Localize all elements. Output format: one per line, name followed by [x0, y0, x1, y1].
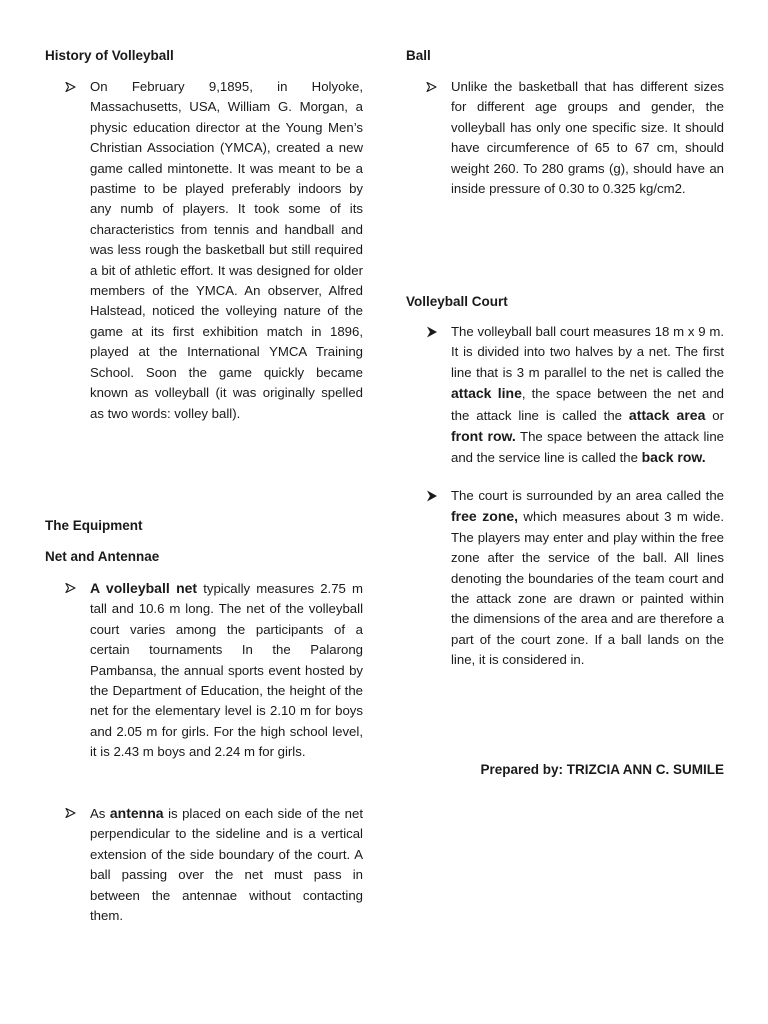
antenna-bullet — [65, 803, 363, 926]
history-paragraph: On February 9,1895, in Holyoke, Massachusetts, USA, William G. Morgan, a physic education director at the Young Men’s Christian Association (YMCA), created a new game called mintonette. It was meant to be a pastime to be played preferably indoors by any numb of players. It took some of its characteristics from tennis and handball and was less rough the basketball but still required a bit of athletic effort. It was designed for older members of the YMCA. An observer, Alfred Halstead, noticed the volleying nature of the game at its first exhibition match in 1896, played at the International YMCA Training School. Soon the game quickly became known as volleyball (it was originally spelled as two words: volley ball). — [90, 79, 363, 421]
history-bullet — [65, 77, 363, 424]
history-heading: History of Volleyball — [45, 48, 174, 63]
net-term: A volleyball net — [90, 580, 198, 596]
court1-text-e: The space between the attack line and the service line is called the — [451, 429, 725, 466]
arrow-bullet-icon — [65, 803, 90, 823]
front-row-term: front row. — [451, 428, 516, 445]
net-paragraph — [90, 578, 363, 763]
ball-paragraph: Unlike the basketball that has different sizes for different age groups and gender, the volleyball has only one specific size. It should have circumference of 65 to 67 cm, should weight 260. To 280 grams (g), should have an inside pressure of 0.30 to 0.325 kg/cm2. — [451, 79, 724, 197]
free-zone-term: free zone, — [451, 508, 519, 525]
filled-arrow-bullet-icon — [426, 322, 451, 342]
antenna-paragraph — [90, 803, 363, 926]
court2-text-a: The court is surrounded by an area called the — [451, 488, 724, 503]
arrow-bullet-icon — [65, 578, 90, 598]
court-heading: Volleyball Court — [406, 294, 508, 309]
attack-area-term: attack area — [628, 406, 706, 423]
ball-heading: Ball — [406, 48, 431, 63]
court-paragraph-2 — [451, 486, 724, 671]
back-row-term: back row. — [641, 449, 706, 466]
court1-text-a: The volleyball ball court measures 18 m x 9 m. It is divided into two halves by a net. The first line that is 3 m parallel to the net is called the — [451, 324, 724, 380]
antenna-description: is placed on each side of the net perpendicular to the sideline and is a vertical extension of the side boundary of the court. A ball passing over the net must pass in between the antennae without contacting them. — [90, 806, 363, 924]
arrow-bullet-icon — [65, 77, 90, 97]
attack-line-term: attack line — [451, 385, 522, 402]
net-antennae-heading: Net and Antennae — [45, 549, 160, 564]
net-description: typically measures 2.75 m tall and 10.6 m long. The net of the volleyball court varies among the participants of a certain tournaments In the Palarong Pambansa, the annual sports event hosted by the Department of Education, the height of the net for the elementary level is 2.10 m for boys and 2.05 m for girls. For the high school level, it is 2.43 m boys and 2.24 m for girls. — [90, 581, 363, 760]
court1-text-d: or — [705, 407, 725, 423]
court-bullet-1 — [426, 322, 724, 469]
filled-arrow-bullet-icon — [426, 486, 451, 506]
arrow-bullet-icon — [426, 77, 451, 97]
antenna-term: antenna — [109, 805, 164, 821]
antenna-prefix: As — [90, 806, 110, 821]
equipment-heading: The Equipment — [45, 518, 143, 533]
net-bullet — [65, 578, 363, 763]
ball-bullet — [426, 77, 724, 199]
court-bullet-2 — [426, 486, 724, 671]
prepared-by-credit: Prepared by: TRIZCIA ANN C. SUMILE — [480, 762, 724, 777]
court1-text-c: , the space between the net and the attack line is called the — [451, 386, 724, 423]
court-paragraph-1 — [451, 322, 724, 469]
court2-text-c: which measures about 3 m wide. The players may enter and play within the free zone after the service of the ball. All lines denoting the boundaries of the team court and the attack zone are drawn or painted within the dimensions of the area and are therefore a part of the court zone. If a ball lands on the line, it is considered in. — [451, 509, 724, 668]
